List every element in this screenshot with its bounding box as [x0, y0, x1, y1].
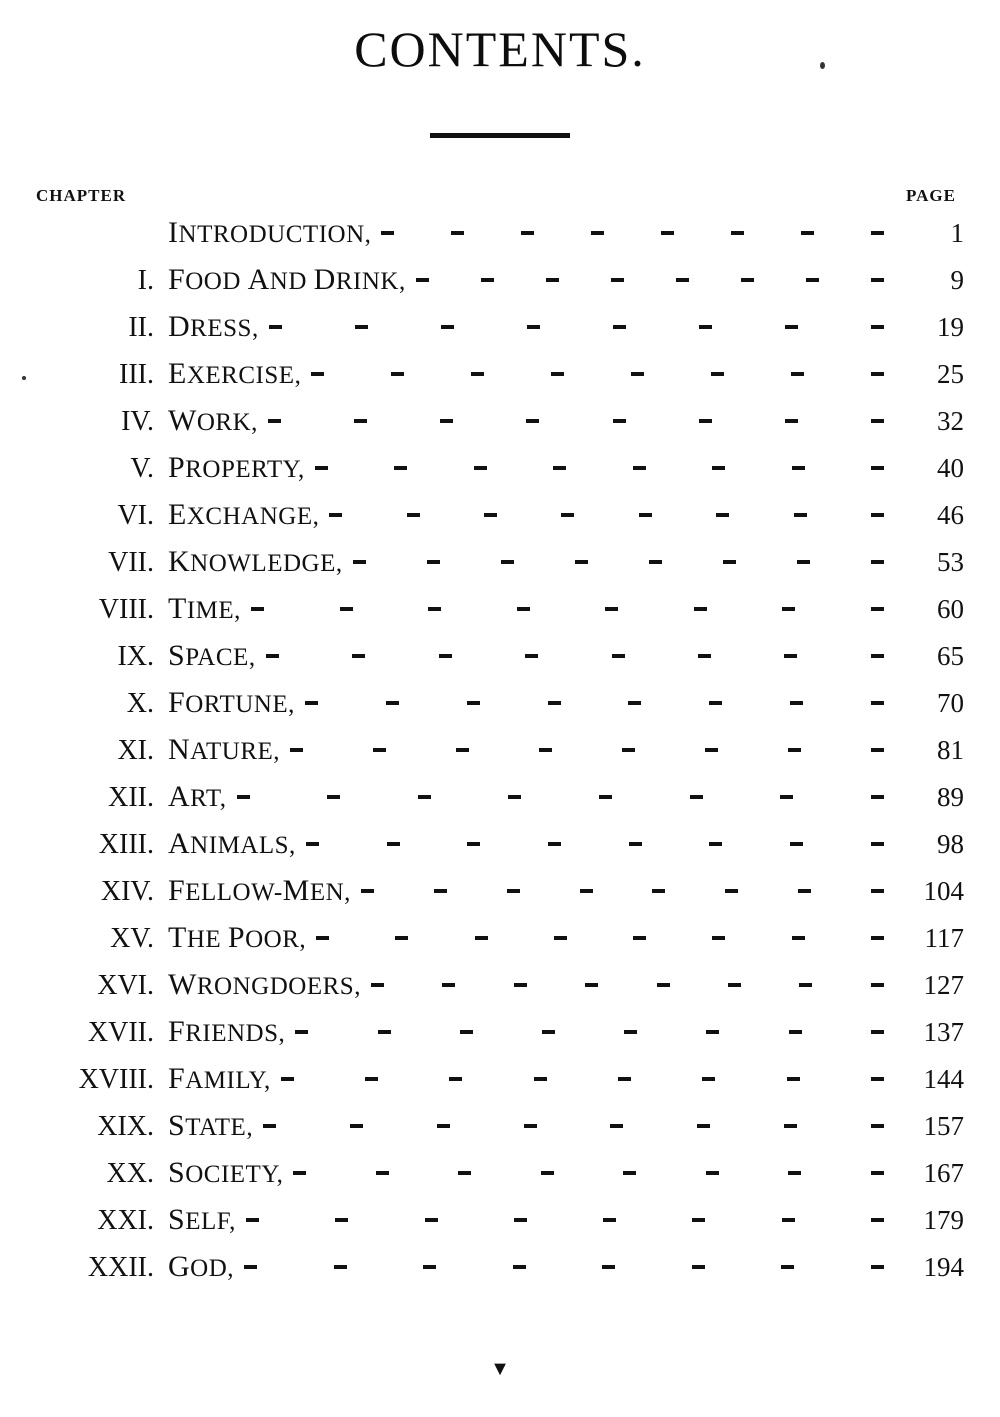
toc-chapter-number: XIX.	[97, 1111, 154, 1142]
toc-page-number: 46	[937, 500, 964, 530]
toc-leader-dots	[371, 968, 884, 994]
toc-entry-row[interactable]	[36, 404, 964, 451]
toc-entry-title[interactable]: WORK,	[168, 404, 258, 437]
page-footer-mark: ▼	[490, 1358, 510, 1380]
toc-leader-dots	[263, 1109, 884, 1135]
toc-entry-title[interactable]: DRESS,	[168, 310, 259, 343]
toc-entry-row[interactable]	[36, 1062, 964, 1109]
toc-entry-row[interactable]	[36, 545, 964, 592]
toc-leader-dots	[281, 1062, 884, 1088]
toc-entry-row[interactable]	[36, 733, 964, 780]
toc-chapter-number: XVI.	[97, 970, 154, 1001]
toc-leader-dots	[329, 498, 884, 524]
column-header-chapter: CHAPTER	[36, 186, 127, 205]
toc-entry-title[interactable]: PROPERTY,	[168, 451, 305, 484]
toc-page-number: 25	[937, 359, 964, 389]
toc-entry-row[interactable]	[36, 451, 964, 498]
toc-page-number: 32	[937, 406, 964, 436]
column-header-page: PAGE	[906, 186, 956, 205]
toc-chapter-number: XIV.	[100, 876, 154, 907]
toc-page-number: 179	[923, 1205, 964, 1235]
toc-page-number: 194	[923, 1252, 964, 1282]
page-title: CONTENTS.	[354, 21, 646, 77]
toc-entry-title[interactable]: FRIENDS,	[168, 1015, 286, 1048]
toc-entry-row[interactable]	[36, 1203, 964, 1250]
toc-page-number: 65	[937, 641, 964, 671]
toc-page-number: 81	[937, 735, 964, 765]
toc-chapter-number: XVIII.	[78, 1064, 154, 1095]
paper-speck	[22, 376, 26, 380]
toc-entry-title[interactable]: FOOD AND DRINK,	[168, 263, 406, 296]
toc-chapter-number: XX.	[106, 1158, 154, 1189]
toc-leader-dots	[361, 874, 884, 900]
toc-entry-title[interactable]: WRONGDOERS,	[168, 968, 361, 1001]
toc-chapter-number: VII.	[108, 547, 154, 578]
toc-entry-row[interactable]	[36, 968, 964, 1015]
toc-entry-row[interactable]	[36, 686, 964, 733]
toc-page-number: 104	[923, 876, 964, 906]
toc-page-number: 98	[937, 829, 964, 859]
toc-leader-dots	[268, 404, 884, 430]
toc-entry-title[interactable]: ART,	[168, 780, 227, 813]
table-of-contents	[36, 216, 964, 1297]
toc-chapter-number: IX.	[117, 641, 154, 672]
toc-entry-title[interactable]: TIME,	[168, 592, 241, 625]
toc-leader-dots	[306, 827, 884, 853]
toc-entry-title[interactable]: SOCIETY,	[168, 1156, 284, 1189]
toc-entry-title[interactable]: FELLOW-MEN,	[168, 874, 351, 907]
toc-entry-title[interactable]: KNOWLEDGE,	[168, 545, 343, 578]
toc-leader-dots	[381, 216, 884, 242]
toc-chapter-number: XVII.	[87, 1017, 154, 1048]
toc-chapter-number: V.	[130, 453, 154, 484]
toc-entry-title[interactable]: NATURE,	[168, 733, 281, 766]
toc-entry-title[interactable]: THE POOR,	[168, 921, 307, 954]
toc-chapter-number: VI.	[117, 500, 154, 531]
toc-leader-dots	[295, 1015, 884, 1041]
toc-leader-dots	[416, 263, 884, 289]
toc-entry-row[interactable]	[36, 1250, 964, 1297]
title-divider	[0, 133, 1000, 138]
toc-chapter-number: II.	[128, 312, 154, 343]
toc-leader-dots	[305, 686, 884, 712]
toc-leader-dots	[316, 921, 884, 947]
toc-chapter-number: XXII.	[87, 1252, 154, 1283]
toc-entry-row[interactable]	[36, 827, 964, 874]
toc-chapter-number: X.	[126, 688, 154, 719]
paper-speck	[820, 62, 825, 69]
toc-chapter-number: XV.	[110, 923, 154, 954]
toc-entry-title[interactable]: FORTUNE,	[168, 686, 295, 719]
toc-entry-title[interactable]: STATE,	[168, 1109, 254, 1142]
toc-entry-title[interactable]: SPACE,	[168, 639, 256, 672]
toc-leader-dots	[293, 1156, 884, 1182]
toc-entry-row[interactable]	[36, 357, 964, 404]
toc-entry-row[interactable]	[36, 1109, 964, 1156]
toc-entry-title[interactable]: SELF,	[168, 1203, 236, 1236]
toc-entry-row[interactable]	[36, 921, 964, 968]
toc-page-number: 127	[923, 970, 964, 1000]
toc-chapter-number: VIII.	[98, 594, 154, 625]
toc-entry-row[interactable]	[36, 263, 964, 310]
toc-chapter-number: XII.	[108, 782, 154, 813]
toc-entry-row[interactable]	[36, 216, 964, 263]
toc-entry-row[interactable]	[36, 1015, 964, 1062]
toc-page-number: 60	[937, 594, 964, 624]
toc-chapter-number: XI.	[117, 735, 154, 766]
toc-leader-dots	[353, 545, 884, 571]
toc-entry-title[interactable]: EXERCISE,	[168, 357, 302, 390]
toc-page-number: 70	[937, 688, 964, 718]
toc-page-number: 137	[923, 1017, 964, 1047]
toc-entry-row[interactable]	[36, 1156, 964, 1203]
toc-page-number: 157	[923, 1111, 964, 1141]
toc-chapter-number: XIII.	[98, 829, 154, 860]
toc-entry-row[interactable]	[36, 780, 964, 827]
toc-entry-row[interactable]	[36, 592, 964, 639]
toc-leader-dots	[251, 592, 884, 618]
toc-entry-row[interactable]	[36, 310, 964, 357]
toc-entry-title[interactable]: FAMILY,	[168, 1062, 271, 1095]
toc-page-number: 9	[950, 265, 964, 295]
toc-page-number: 19	[937, 312, 964, 342]
toc-chapter-number: III.	[119, 359, 154, 390]
toc-chapter-number: I.	[137, 265, 154, 296]
toc-entry-title[interactable]: INTRODUCTION,	[168, 216, 372, 249]
toc-leader-dots	[237, 780, 884, 806]
toc-page-number: 53	[937, 547, 964, 577]
toc-leader-dots	[290, 733, 884, 759]
toc-entry-row[interactable]	[36, 874, 964, 921]
toc-chapter-number: IV.	[121, 406, 154, 437]
toc-entry-title[interactable]: EXCHANGE,	[168, 498, 320, 531]
toc-entry-row[interactable]	[36, 498, 964, 545]
toc-page-number: 117	[924, 923, 964, 953]
toc-page-number: 89	[937, 782, 964, 812]
toc-leader-dots	[315, 451, 884, 477]
toc-page-number: 167	[923, 1158, 964, 1188]
column-headers	[36, 186, 964, 206]
toc-page-number: 144	[923, 1064, 964, 1094]
toc-leader-dots	[269, 310, 884, 336]
toc-leader-dots	[244, 1250, 884, 1276]
toc-leader-dots	[311, 357, 884, 383]
toc-page-number: 1	[950, 218, 964, 248]
toc-chapter-number: XXI.	[97, 1205, 154, 1236]
toc-entry-row[interactable]	[36, 639, 964, 686]
toc-entry-title[interactable]: GOD,	[168, 1250, 235, 1283]
toc-page-number: 40	[937, 453, 964, 483]
toc-leader-dots	[266, 639, 884, 665]
toc-entry-title[interactable]: ANIMALS,	[168, 827, 296, 860]
toc-leader-dots	[246, 1203, 884, 1229]
